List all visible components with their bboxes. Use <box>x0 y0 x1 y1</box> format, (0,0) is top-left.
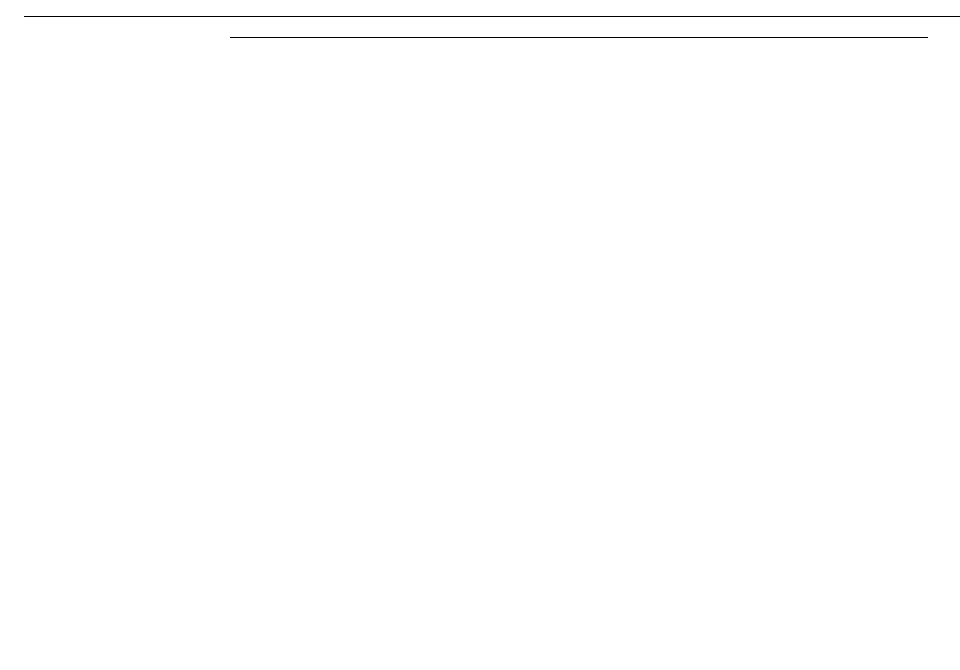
data-table <box>24 24 960 38</box>
table-header-bar <box>24 0 960 17</box>
district-group-header <box>230 24 928 38</box>
code-header <box>24 24 230 38</box>
summa-header <box>928 24 960 38</box>
